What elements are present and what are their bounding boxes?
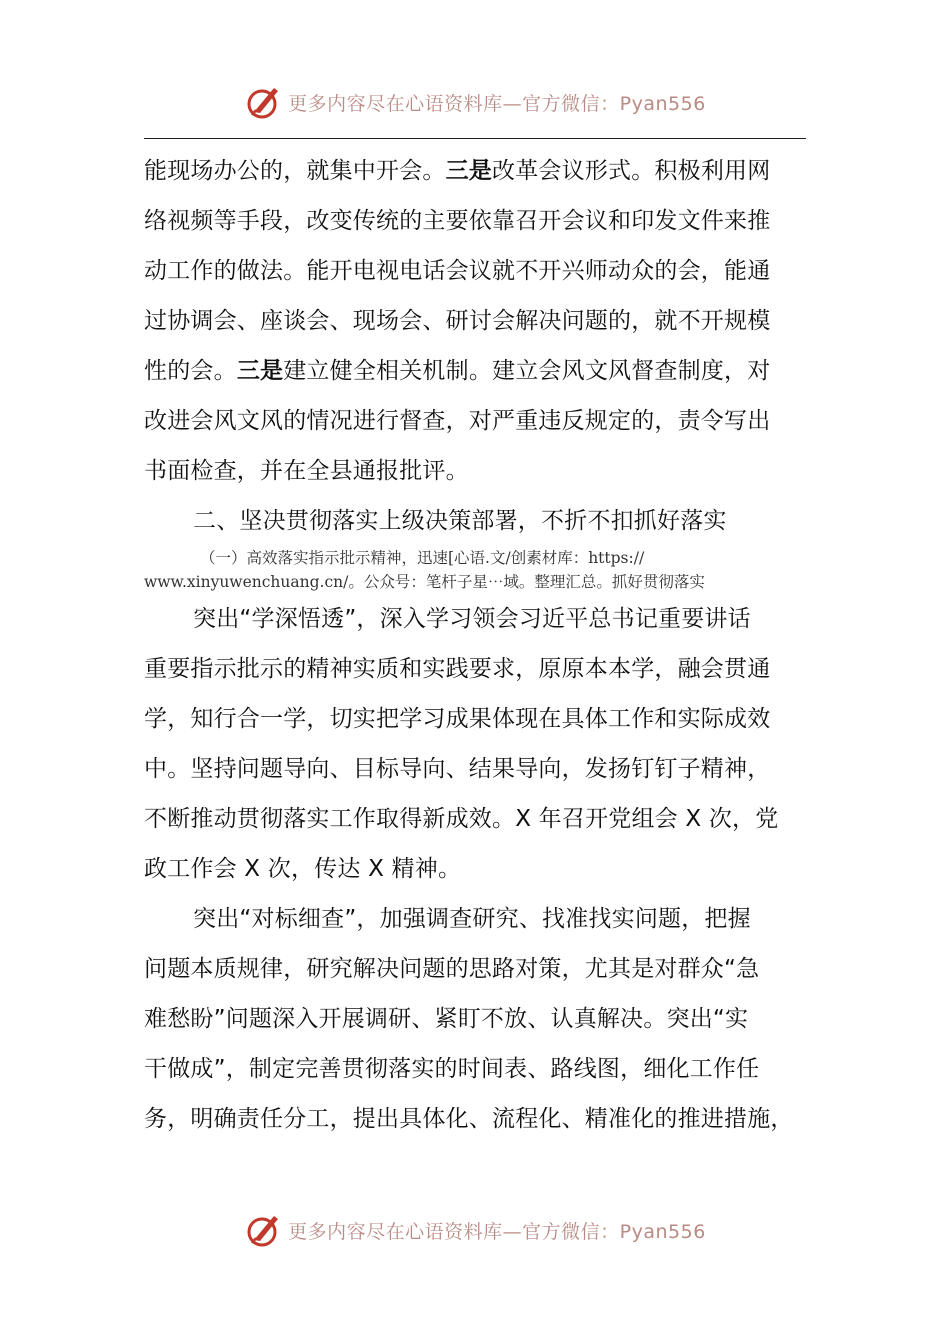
text-line: 重要指示批示的精神实质和实践要求，原原本本学，融会贯通 bbox=[144, 656, 771, 682]
text-line bbox=[144, 346, 806, 396]
subheading-line: www.xinyuwenchuang.cn/。公众号：笔杆子星⋯域。整理汇总。抓好贯彻落实 bbox=[144, 573, 705, 591]
text-line: 务，明确责任分工，提出具体化、流程化、精准化的推进措施， bbox=[144, 1106, 794, 1132]
quill-logo-icon bbox=[244, 1210, 284, 1250]
watermark-text-id: Pyan556 bbox=[619, 1220, 706, 1243]
text-line: 难愁盼”问题深入开展调研、紧盯不放、认真解决。突出“实 bbox=[144, 1006, 749, 1032]
text-line: 不断推动贯彻落实工作取得新成效。X 年召开党组会 X 次，党 bbox=[144, 806, 779, 832]
bold-lead: 三是 bbox=[236, 358, 284, 384]
bold-lead: 三是 bbox=[445, 158, 493, 184]
text-line: 突出“对标细查”，加强调查研究、找准找实问题，把握 bbox=[193, 906, 751, 932]
text-line: 问题本质规律，研究解决问题的思路对策，尤其是对群众“急 bbox=[144, 956, 760, 982]
text-line: 学，知行合一学，切实把学习成果体现在具体工作和实际成效 bbox=[144, 706, 771, 732]
text-line: 动工作的做法。能开电视电话会议就不开兴师动众的会，能通 bbox=[144, 258, 771, 284]
subheading-line: （一）高效落实指示批示精神，迅速[心语.文/创素材库：https:// bbox=[200, 549, 645, 567]
text-line: 改进会风文风的情况进行督查，对严重违反规定的，责令写出 bbox=[144, 408, 771, 434]
watermark-text bbox=[288, 1217, 706, 1244]
document-body bbox=[144, 146, 806, 1144]
text-span: 改革会议形式。积极利用网 bbox=[492, 158, 771, 184]
text-line: 过协调会、座谈会、现场会、研讨会解决问题的，就不开规模 bbox=[144, 308, 771, 334]
text-line: 书面检查，并在全县通报批评。 bbox=[144, 458, 469, 484]
text-span: 能现场办公的，就集中开会。 bbox=[144, 158, 446, 184]
quill-logo-icon bbox=[244, 82, 284, 122]
text-line: 中。坚持问题导向、目标导向、结果导向，发扬钉钉子精神， bbox=[144, 756, 771, 782]
watermark-text-cn: 更多内容尽在心语资料库—官方微信： bbox=[288, 92, 620, 115]
text-line bbox=[144, 146, 806, 196]
footer-watermark bbox=[0, 1208, 950, 1252]
watermark-text-id: Pyan556 bbox=[619, 92, 706, 115]
header-watermark bbox=[0, 80, 950, 124]
text-span: 建立健全相关机制。建立会风文风督查制度，对 bbox=[283, 358, 771, 384]
text-line: 络视频等手段，改变传统的主要依靠召开会议和印发文件来推 bbox=[144, 208, 771, 234]
header-divider bbox=[144, 138, 806, 139]
text-line: 干做成”，制定完善贯彻落实的时间表、路线图，细化工作任 bbox=[144, 1056, 760, 1082]
text-line: 政工作会 X 次，传达 X 精神。 bbox=[144, 856, 462, 882]
text-span: 性的会。 bbox=[144, 358, 237, 384]
watermark-text-cn: 更多内容尽在心语资料库—官方微信： bbox=[288, 1220, 620, 1243]
watermark-text bbox=[288, 89, 706, 116]
text-line: 突出“学深悟透”，深入学习领会习近平总书记重要讲话 bbox=[193, 606, 751, 632]
section-heading: 二、坚决贯彻落实上级决策部署，不折不扣抓好落实 bbox=[193, 508, 727, 534]
